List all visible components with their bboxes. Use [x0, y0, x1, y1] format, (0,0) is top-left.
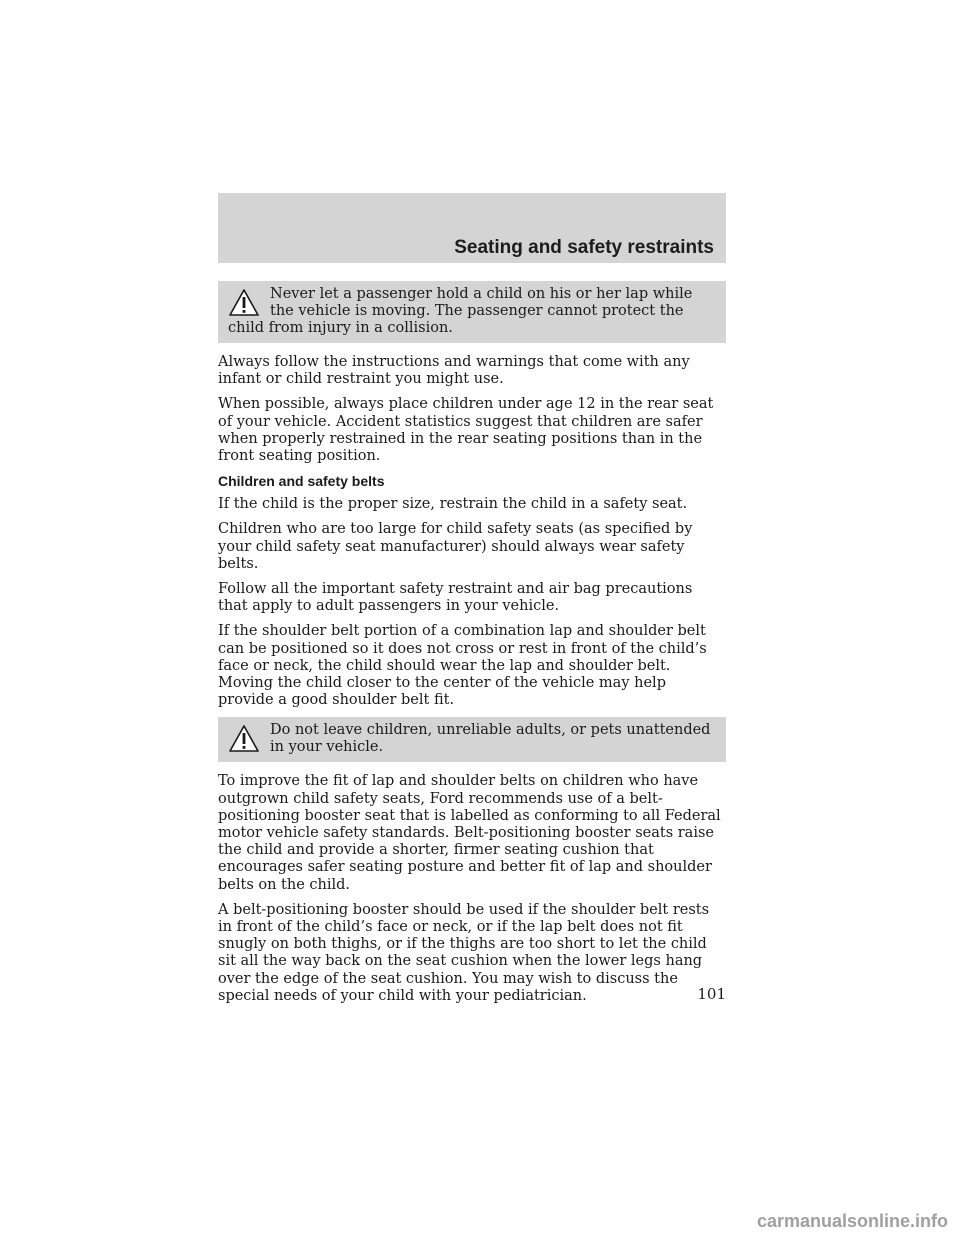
warning-text: Never let a passenger hold a child on his or her lap while the vehicle is moving. The passenger cannot protect the child from injury in a collision.	[228, 286, 693, 336]
warning-text: Do not leave children, unreliable adults, or pets unattended in your vehicle.	[270, 722, 711, 756]
body-paragraph: If the shoulder belt portion of a combination lap and shoulder belt can be positioned so it does not cross or rest in front of the child’s face or neck, the child should wear the lap and shoulder belt. Moving the child closer to the center of the vehicle may help provide a good shoulder belt fit.	[218, 623, 707, 709]
body-paragraph: Always follow the instructions and warnings that come with any infant or child restraint you might use.	[218, 354, 690, 388]
body-paragraph: To improve the fit of lap and shoulder belts on children who have outgrown child safety seats, Ford recommends use of a belt-positioning booster seat that is labelled as conforming to all Federal motor vehicle safety standards. Belt-positioning booster seats raise the child and provide a shorter, firmer seating cushion that encourages safer seating posture and better fit of lap and shoulder belts on the child.	[218, 773, 721, 893]
warning-box	[218, 281, 726, 343]
section-header-band	[218, 193, 726, 263]
section-title: Seating and safety restraints	[454, 237, 714, 258]
body-paragraph: Children who are too large for child safety seats (as specified by your child safety seat manufacturer) should always wear safety belts.	[218, 521, 693, 572]
warning-box	[218, 717, 726, 762]
watermark: carmanualsonline.info	[756, 1211, 948, 1231]
page-content	[218, 281, 726, 1013]
warning-triangle-icon	[228, 724, 260, 754]
body-paragraph: Follow all the important safety restraint and air bag precautions that apply to adult passengers in your vehicle.	[218, 581, 693, 615]
body-paragraph: If the child is the proper size, restrain the child in a safety seat.	[218, 496, 688, 513]
subheading: Children and safety belts	[218, 473, 385, 490]
warning-triangle-icon	[228, 288, 260, 318]
page-number: 101	[697, 985, 726, 1003]
body-paragraph: A belt-positioning booster should be used if the shoulder belt rests in front of the child’s face or neck, or if the lap belt does not fit snugly on both thighs, or if the thighs are too short to let the child sit all the way back on the seat cushion when the lower legs hang over the edge of the seat cushion. You may wish to discuss the special needs of your child with your pediatrician.	[218, 901, 710, 1004]
body-paragraph: When possible, always place children under age 12 in the rear seat of your vehicle. Accident statistics suggest that children are safer when properly restrained in the rear seating positions than in the front seating position.	[218, 396, 714, 465]
